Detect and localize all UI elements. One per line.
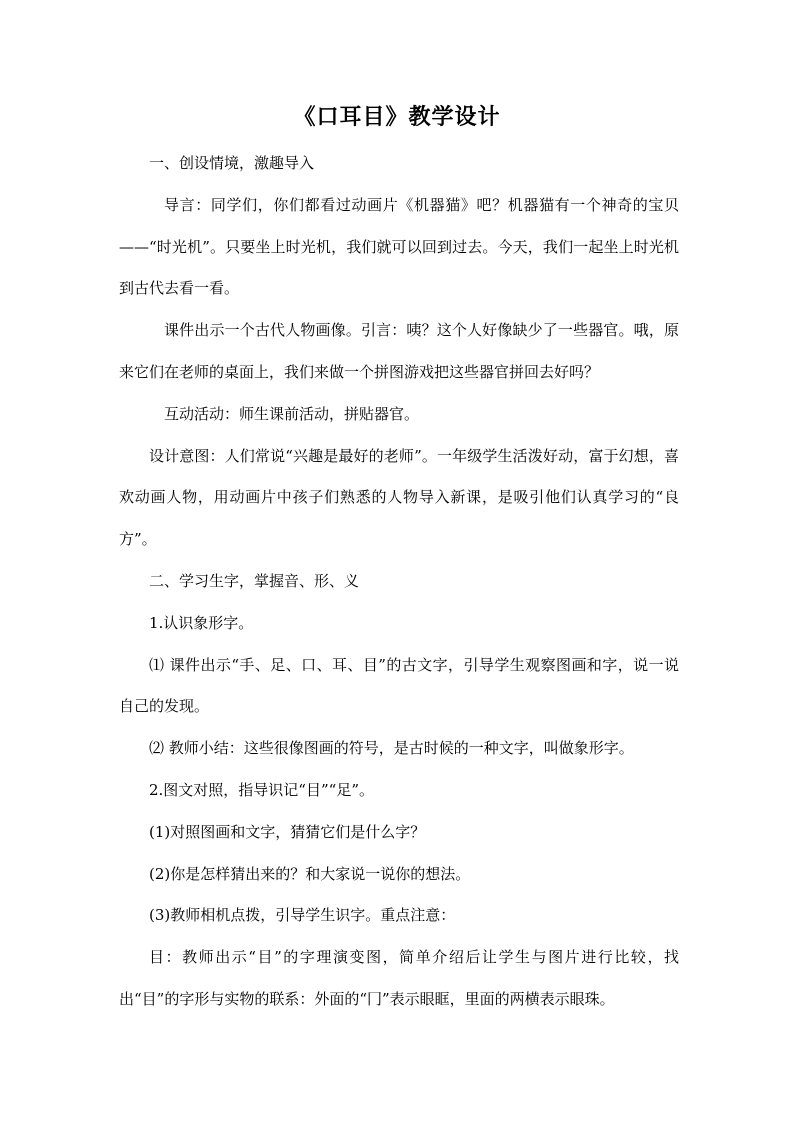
section-heading-1: 一、创设情境，激趣导入 <box>149 154 315 172</box>
document-title: 《口耳目》教学设计 <box>293 104 501 130</box>
list-subitem-4: (2)你是怎样猜出来的？和大家说一说你的想法。 <box>149 864 471 883</box>
list-subitem-1: ⑴ 课件出示“手、足、口、耳、目”的古文字，引导学生观察图画和字，说一说自己的发现。 <box>119 655 679 716</box>
list-item-2: 2.图文对照，指导识记“目”“足”。 <box>149 780 374 799</box>
list-subitem-2: ⑵ 教师小结：这些很像图画的符号，是古时候的一种文字，叫做象形字。 <box>149 739 634 758</box>
list-subitem-3: (1)对照图画和文字，猜猜它们是什么字？ <box>149 822 426 841</box>
section-heading-2: 二、学习生字，掌握音、形、义 <box>149 571 360 590</box>
paragraph-design-intent: 设计意图：人们常说“兴趣是最好的老师”。一年级学生活泼好动，富于幻想，喜欢动画人物，用动画片中孩子们熟悉的人物导入新课，是吸引他们认真学习的“良方”。 <box>119 446 679 549</box>
document-body <box>119 143 679 1021</box>
list-subitem-5: (3)教师相机点拨，引导学生识字。重点注意： <box>149 906 456 925</box>
paragraph-mu-explanation: 目：教师出示“目”的字理演变图，简单介绍后让学生与图片进行比较，找出“目”的字形与实物的联系：外面的“冂”表示眼眶，里面的两横表示眼珠。 <box>119 948 679 1008</box>
paragraph-activity: 互动活动：师生课前活动，拼贴器官。 <box>164 404 420 423</box>
paragraph-intro: 导言：同学们，你们都看过动画片《机器猫》吧？机器猫有一个神奇的宝贝——“时光机”。只要坐上时光机，我们就可以回到过去。今天，我们一起坐上时光机到古代去看一看。 <box>119 195 679 298</box>
list-item-1: 1.认识象形字。 <box>149 613 254 632</box>
paragraph-courseware: 课件出示一个古代人物画像。引言：咦？这个人好像缺少了一些器官。哦，原来它们在老师的桌面上，我们来做一个拼图游戏把这些器官拼回去好吗？ <box>119 321 679 381</box>
